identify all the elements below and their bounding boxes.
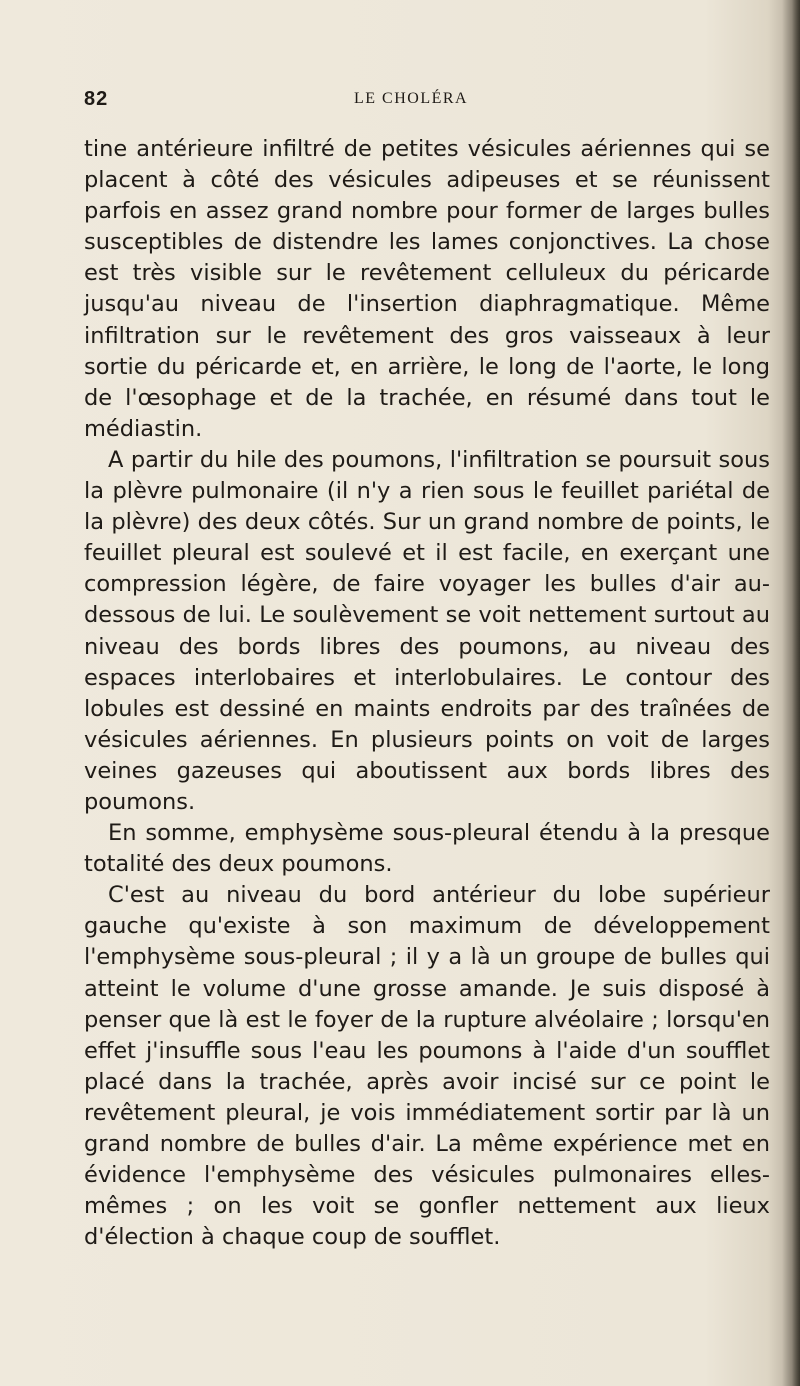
paragraph: En somme, emphysème sous-pleural étendu à la presque totalité des deux poumons.	[84, 820, 770, 878]
paragraph: C'est au niveau du bord antérieur du lobe supérieur gauche qu'existe à son maximum de développement l'emphysème sous-pleural ; il y a là un groupe de bulles qui atteint le volume d'une grosse amande. Je suis disposé à penser que là est le foyer de la rupture alvéolaire ; lorsqu'en effet j'insuffle sous l'eau les poumons à l'aide d'un soufflet placé dans la trachée, après avoir incisé sur ce point le revêtement pleural, je vois immédiatement sortir par là un grand nombre de bulles d'air. La même expérience met en évidence l'emphysème des vésicules pulmonaires elles-mêmes ; on les voit se gonfler nettement aux lieux d'élection à chaque coup de soufflet.	[84, 882, 770, 1251]
page-header	[84, 88, 764, 116]
page-edge-shadow	[782, 0, 800, 1386]
page-number: 82	[84, 88, 109, 110]
body-text	[84, 134, 770, 1253]
paragraph-continued: tine antérieure infiltré de petites vésicules aériennes qui se placent à côté des vésicules adipeuses et se réunissent parfois en assez grand nombre pour former de larges bulles susceptibles de distendre les lames conjonctives. La chose est très visible sur le revêtement celluleux du péricarde jusqu'au niveau de l'insertion diaphragmatique. Même infiltration sur le revêtement des gros vaisseaux à leur sortie du péricarde et, en arrière, le long de l'aorte, le long de l'œsophage et de la trachée, en résumé dans tout le médiastin.	[84, 136, 770, 442]
paragraph: A partir du hile des poumons, l'infiltration se poursuit sous la plèvre pulmonaire (il n'y a rien sous le feuillet pariétal de la plèvre) des deux côtés. Sur un grand nombre de points, le feuillet pleural est soulevé et il est facile, en exerçant une compression légère, de faire voyager les bulles d'air au-dessous de lui. Le soulèvement se voit nettement surtout au niveau des bords libres des poumons, au niveau des espaces interlobaires et interlobulaires. Le contour des lobules est dessiné en maints endroits par des traînées de vésicules aériennes. En plusieurs points on voit de larges veines gazeuses qui aboutissent aux bords libres des poumons.	[84, 446, 770, 815]
running-title: LE CHOLÉRA	[354, 90, 469, 107]
